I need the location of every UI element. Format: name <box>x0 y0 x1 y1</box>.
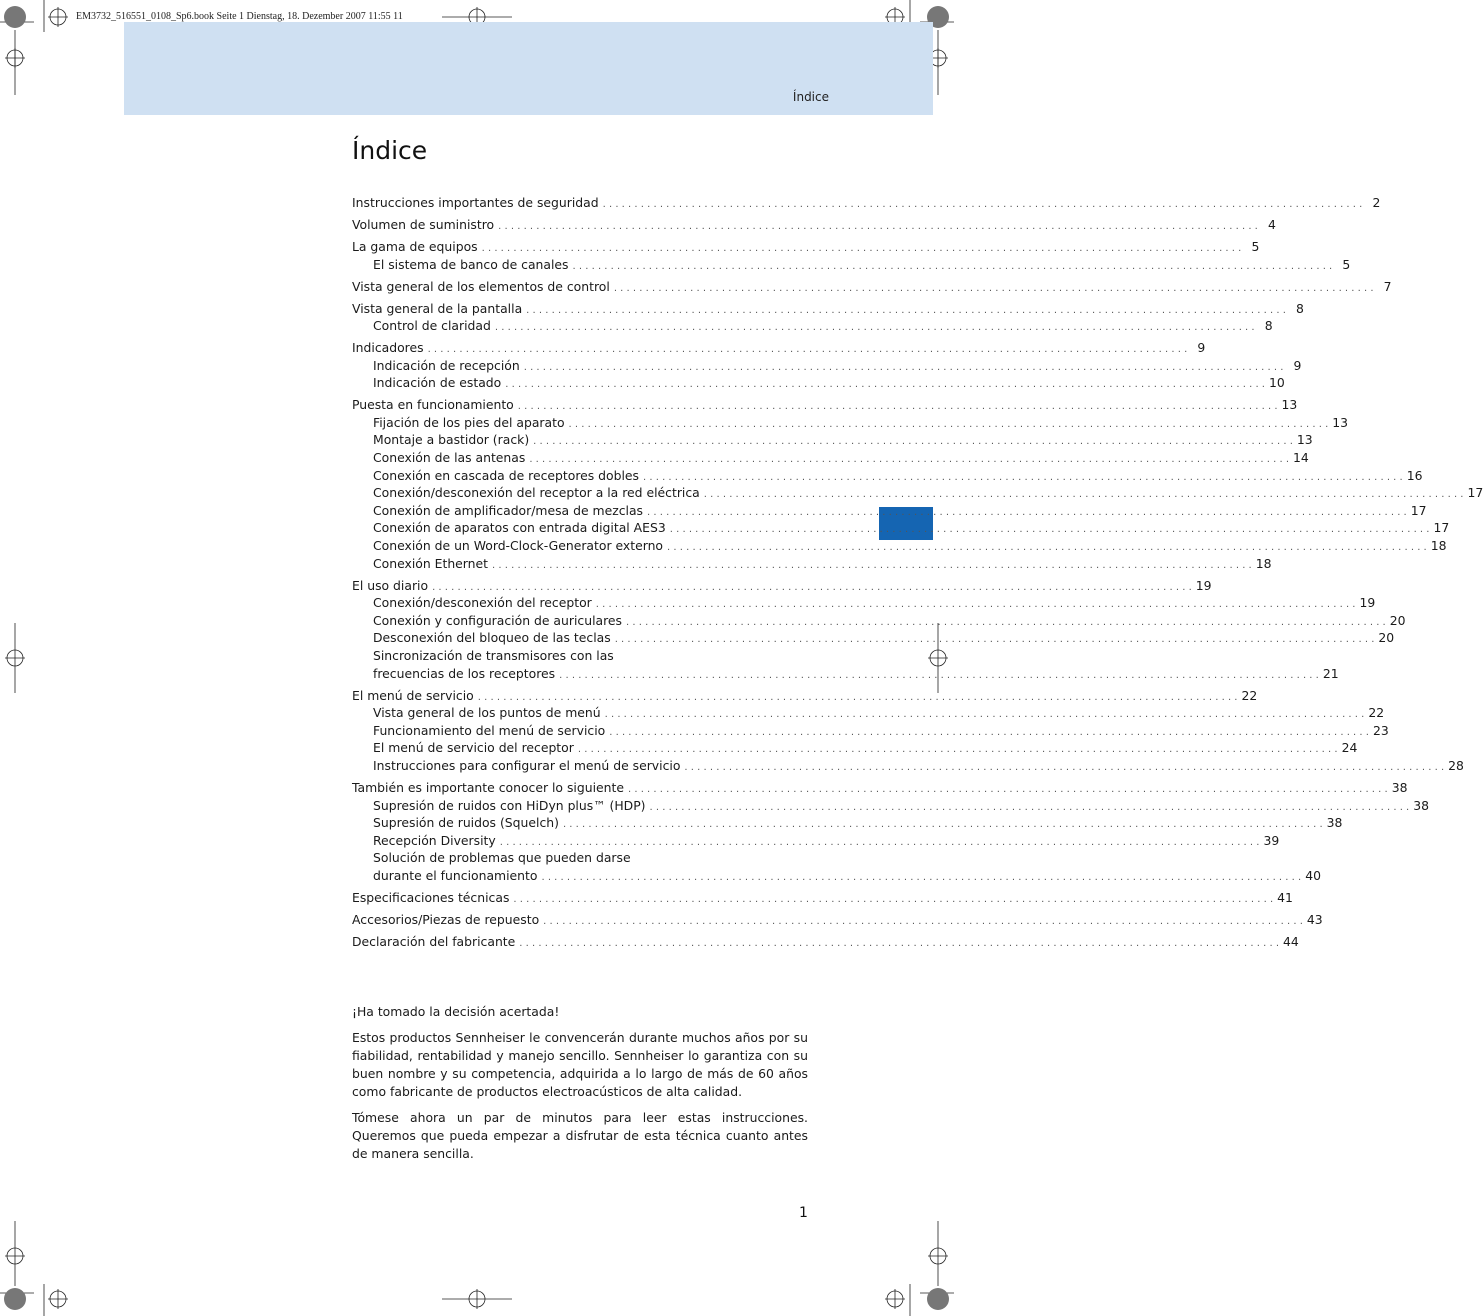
toc-entry-title: Conexión/desconexión del receptor <box>373 595 592 611</box>
toc-entry[interactable] <box>352 555 1272 573</box>
toc-entry-page: 18 <box>1255 555 1272 571</box>
toc-leader-dots: . . . . . . . . . . . . . . . . . . . . . . . . . . . . . . . . . . . . . . . . . . . . . . . . . . . . . . . . . . . . . . . . . . . . . . . . . . . . . . . . . . . . . . . . . . . . . . . . . . . . . . . . . . . . . . . . . . . . . . . . <box>613 282 1374 294</box>
toc-entry-title: El menú de servicio del receptor <box>373 740 574 756</box>
toc-leader-dots: . . . . . . . . . . . . . . . . . . . . . . . . . . . . . . . . . . . . . . . . . . . . . . . . . . . . . . . . . . . . . . . . . . . . . . . . . . . . . . . . . . . . . . . . . . . . . . . . . . . . . . . . . . . . . . . . . . . . . . . . <box>602 199 1363 210</box>
toc-entry[interactable] <box>352 577 1212 595</box>
toc-entry-page: 40 <box>1305 867 1321 883</box>
toc-entry[interactable] <box>352 519 1450 537</box>
toc-leader-dots: . . . . . . . . . . . . . . . . . . . . . . . . . . . . . . . . . . . . . . . . . . . . . . . . . . . . . . . . . . . . . . . . . . . . . . . . . . . . . . . . . . . . . . . . . . . . . . . . . . . . . . . . . . . . . . . . . . . . . . . . <box>627 783 1388 795</box>
toc-entry-title: Supresión de ruidos con HiDyn plus™ (HDP) <box>373 797 646 813</box>
toc-leader-dots: . . . . . . . . . . . . . . . . . . . . . . . . . . . . . . . . . . . . . . . . . . . . . . . . . . . . . . . . . . . . . . . . . . . . . . . . . . . . . . . . . . . . . . . . . . . . . . . . . . . . . . . . . . . . . . . . . . . . . . . . <box>562 819 1323 831</box>
toc-entry[interactable] <box>352 911 1323 929</box>
toc-entry-title: Conexión de amplificador/mesa de mezclas <box>373 502 644 518</box>
page-title: Índice <box>352 136 428 165</box>
toc-leader-dots: . . . . . . . . . . . . . . . . . . . . . . . . . . . . . . . . . . . . . . . . . . . . . . . . . . . . . . . . . . . . . . . . . . . . . . . . . . . . . . . . . . . . . . . . . . . . . . . . . . . . . . . . . . . . . . . . . . . . . . . . <box>427 344 1188 356</box>
toc-entry[interactable] <box>352 594 1376 612</box>
toc-entry-title: Recepción Diversity <box>373 832 496 848</box>
toc-entry[interactable] <box>352 629 1395 647</box>
toc-entry-page: 8 <box>1296 300 1304 316</box>
toc-entry-title: Conexión Ethernet <box>373 555 489 571</box>
toc-leader-dots: . . . . . . . . . . . . . . . . . . . . . . . . . . . . . . . . . . . . . . . . . . . . . . . . . . . . . . . . . . . . . . . . . . . . . . . . . . . . . . . . . . . . . . . . . . . . . . . . . . . . . . . . . . . . . . . . . . . . . . . . <box>481 242 1242 254</box>
toc-entry-title: Conexión de un Word-Clock-Generator externo <box>373 538 664 554</box>
toc-entry-title: Vista general de los puntos de menú <box>373 705 601 721</box>
toc-entry-page: 17 <box>1410 502 1427 518</box>
toc-entry-page: 5 <box>1251 238 1260 254</box>
toc-entry-title: El uso diario <box>352 577 429 593</box>
toc-entry[interactable] <box>352 797 1430 815</box>
toc-leader-dots: . . . . . . . . . . . . . . . . . . . . . . . . . . . . . . . . . . . . . . . . . . . . . . . . . . . . . . . . . . . . . . . . . . . . . . . . . . . . . . . . . . . . . . . . . . . . . . . . . . . . . . . . . . . . . . . . . . . . . . . . <box>667 542 1427 554</box>
toc-entry-title: Declaración del fabricante <box>352 933 516 949</box>
toc-entry-title: También es importante conocer lo siguiente <box>352 779 624 795</box>
toc-entry[interactable] <box>352 867 1321 885</box>
toc-entry-title: Volumen de suministro <box>352 216 495 232</box>
toc-entry-page: 19 <box>1195 577 1212 593</box>
toc-entry-title: La gama de equipos <box>352 238 478 254</box>
toc-leader-dots: . . . . . . . . . . . . . . . . . . . . . . . . . . . . . . . . . . . . . . . . . . . . . . . . . . . . . . . . . . . . . . . . . . . . . . . . . . . . . . . . . . . . . . . . . . . . . . . . . . . . . . . . . . . . . . . . . . . . . . . . <box>494 322 1255 334</box>
toc-leader-dots: . . . . . . . . . . . . . . . . . . . . . . . . . . . . . . . . . . . . . . . . . . . . . . . . . . . . . . . . . . . . . . . . . . . . . . . . . . . . . . . . . . . . . . . . . . . . . . . . . . . . . . . . . . . . . . . . . . . . . . . . <box>498 220 1258 232</box>
toc-entry-title: Sincronización de transmisores con las <box>373 647 614 663</box>
toc-entry-page: 8 <box>1264 318 1273 334</box>
toc-entry-page: 13 <box>1281 397 1298 413</box>
toc-leader-dots: . . . . . . . . . . . . . . . . . . . . . . . . . . . . . . . . . . . . . . . . . . . . . . . . . . . . . . . . . . . . . . . . . . . . . . . . . . . . . . . . . . . . . . . . . . . . . . . . . . . . . . . . . . . . . . . . . . . . . . . . <box>526 304 1286 316</box>
toc-entry-page: 21 <box>1322 665 1339 681</box>
toc-entry-page: 38 <box>1391 779 1408 795</box>
toc-entry[interactable] <box>352 357 1302 375</box>
toc-entry[interactable] <box>352 665 1339 683</box>
toc-entry[interactable] <box>352 849 808 867</box>
toc-entry-title: Vista general de los elementos de control <box>352 278 610 294</box>
toc-entry-page: 4 <box>1267 216 1276 232</box>
toc-leader-dots: . . . . . . . . . . . . . . . . . . . . . . . . . . . . . . . . . . . . . . . . . . . . . . . . . . . . . . . . . . . . . . . . . . . . . . . . . . . . . . . . . . . . . . . . . . . . . . . . . . . . . . . . . . . . . . . . . . . . . . . . <box>505 379 1265 391</box>
toc-entry-page: 16 <box>1406 467 1423 483</box>
toc-entry-title: Conexión/desconexión del receptor a la red eléctrica <box>373 485 700 501</box>
toc-entry-title: Conexión y configuración de auriculares <box>373 612 623 628</box>
toc-entry-title: durante el funcionamiento <box>373 867 538 883</box>
toc-leader-dots: . . . . . . . . . . . . . . . . . . . . . . . . . . . . . . . . . . . . . . . . . . . . . . . . . . . . . . . . . . . . . . . . . . . . . . . . . . . . . . . . . . . . . . . . . . . . . . . . . . . . . . . . . . . . . . . . . . . . . . . . <box>499 836 1260 848</box>
toc-entry-page: 13 <box>1296 432 1313 448</box>
toc-entry[interactable] <box>352 431 1313 449</box>
toc-entry[interactable] <box>352 502 1427 520</box>
toc-entry-page: 13 <box>1332 414 1349 430</box>
toc-leader-dots: . . . . . . . . . . . . . . . . . . . . . . . . . . . . . . . . . . . . . . . . . . . . . . . . . . . . . . . . . . . . . . . . . . . . . . . . . . . . . . . . . . . . . . . . . . . . . . . . . . . . . . . . . . . . . . . . . . . . . . . . <box>543 915 1303 927</box>
toc-entry[interactable] <box>352 779 1408 797</box>
print-slug: EM3732_516551_0108_Sp6.book Seite 1 Dienstag, 18. Dezember 2007 11:55 11 <box>76 11 403 22</box>
toc-entry[interactable] <box>352 537 1447 555</box>
toc-leader-dots: . . . . . . . . . . . . . . . . . . . . . . . . . . . . . . . . . . . . . . . . . . . . . . . . . . . . . . . . . . . . . . . . . . . . . . . . . . . . . . . . . . . . . . . . . . . . . . . . . . . . . . . . . . . . . . . . . . . . . . . . <box>614 634 1375 646</box>
toc-entry-title: Conexión de aparatos con entrada digital AES3 <box>373 520 666 536</box>
toc-entry[interactable] <box>352 687 1258 705</box>
toc-entry[interactable] <box>352 194 1381 212</box>
toc-entry-title: Instrucciones importantes de seguridad <box>352 195 599 210</box>
toc-entry-title: Funcionamiento del menú de servicio <box>373 722 606 738</box>
toc-entry-title: Vista general de la pantalla <box>352 300 523 316</box>
toc-entry-title: Puesta en funcionamiento <box>352 397 514 413</box>
toc-entry-page: 41 <box>1277 889 1293 905</box>
toc-leader-dots: . . . . . . . . . . . . . . . . . . . . . . . . . . . . . . . . . . . . . . . . . . . . . . . . . . . . . . . . . . . . . . . . . . . . . . . . . . . . . . . . . . . . . . . . . . . . . . . . . . . . . . . . . . . . . . . . . . . . . . . . <box>519 937 1280 949</box>
toc-entry-page: 10 <box>1268 375 1285 391</box>
toc-entry-page: 24 <box>1341 740 1358 756</box>
toc-entry-page: 39 <box>1263 832 1280 848</box>
toc-entry-page: 20 <box>1378 630 1395 646</box>
toc-entry-title: Indicadores <box>352 340 424 356</box>
toc-entry-title: Desconexión del bloqueo de las teclas <box>373 630 611 646</box>
toc-entry-title: El sistema de banco de canales <box>373 256 569 272</box>
toc-entry-page: 23 <box>1372 722 1389 738</box>
toc-entry[interactable] <box>352 757 1464 775</box>
toc-entry-title: Fijación de los pies del aparato <box>373 414 565 430</box>
toc-entry-page: 7 <box>1383 278 1392 294</box>
toc-entry[interactable] <box>352 722 1389 740</box>
toc-leader-dots: . . . . . . . . . . . . . . . . . . . . . . . . . . . . . . . . . . . . . . . . . . . . . . . . . . . . . . . . . . . . . . . . . . . . . . . . . . . . . . . . . . . . . . . . . . . . . . . . . . . . . . . . . . . . . . . . . . . . . . . . <box>572 260 1333 272</box>
toc-entry-title: frecuencias de los receptores <box>373 665 556 681</box>
intro-paragraph: Tómese ahora un par de minutos para leer estas instrucciones. Queremos que pueda empezar a disfrutar de esta técnica cuanto antes de manera sencilla. <box>352 1109 808 1161</box>
toc-entry[interactable] <box>352 317 1273 335</box>
toc-entry-page: 22 <box>1368 705 1385 721</box>
intro-paragraph: Estos productos Sennheiser le convencerán durante muchos años por su fiabilidad, rentabilidad y manejo sencillo. Sennheiser lo garantiza con su buen nombre y su competencia, adquirida a lo largo de más de 60 años como fabricante de productos electroacústicos de alta calidad. <box>352 1030 808 1099</box>
toc-leader-dots: . . . . . . . . . . . . . . . . . . . . . . . . . . . . . . . . . . . . . . . . . . . . . . . . . . . . . . . . . . . . . . . . . . . . . . . . . . . . . . . . . . . . . . . . . . . . . . . . . . . . . . . . . . . . . . . . . . . . . . . . <box>604 709 1365 721</box>
toc-entry[interactable] <box>352 647 808 665</box>
intro-paragraph: ¡Ha tomado la decisión acertada! <box>352 1004 560 1019</box>
toc-entry[interactable] <box>352 832 1280 850</box>
toc-leader-dots: . . . . . . . . . . . . . . . . . . . . . . . . . . . . . . . . . . . . . . . . . . . . . . . . . . . . . . . . . . . . . . . . . . . . . . . . . . . . . . . . . . . . . . . . . . . . . . . . . . . . . . . . . . . . . . . . . . . . . . . . <box>492 559 1252 571</box>
toc-entry[interactable] <box>352 216 1276 234</box>
toc-leader-dots: . . . . . . . . . . . . . . . . . . . . . . . . . . . . . . . . . . . . . . . . . . . . . . . . . . . . . . . . . . . . . . . . . . . . . . . . . . . . . . . . . . . . . . . . . . . . . . . . . . . . . . . . . . . . . . . . . . . . . . . . <box>432 581 1192 593</box>
toc-entry-page: 38 <box>1326 815 1343 831</box>
toc-entry-title: Montaje a bastidor (rack) <box>373 432 530 448</box>
toc-leader-dots: . . . . . . . . . . . . . . . . . . . . . . . . . . . . . . . . . . . . . . . . . . . . . . . . . . . . . . . . . . . . . . . . . . . . . . . . . . . . . . . . . . . . . . . . . . . . . . . . . . . . . . . . . . . . . . . . . . . . . . . . <box>684 761 1445 773</box>
toc-entry-page: 9 <box>1293 357 1302 373</box>
toc-entry[interactable] <box>352 449 1309 467</box>
toc-entry-page: 5 <box>1342 256 1351 272</box>
toc-entry-title: Accesorios/Piezas de repuesto <box>352 911 540 927</box>
toc-entry-title: El menú de servicio <box>352 687 474 703</box>
toc-entry[interactable] <box>352 704 1385 722</box>
table-of-contents <box>352 194 1483 950</box>
toc-leader-dots: . . . . . . . . . . . . . . . . . . . . . . . . . . . . . . . . . . . . . . . . . . . . . . . . . . . . . . . . . . . . . . . . . . . . . . . . . . . . . . . . . . . . . . . . . . . . . . . . . . . . . . . . . . . . . . . . . . . . . . . . <box>559 669 1319 681</box>
toc-entry[interactable] <box>352 414 1349 432</box>
toc-entry-page: 22 <box>1241 687 1258 703</box>
toc-leader-dots: . . . . . . . . . . . . . . . . . . . . . . . . . . . . . . . . . . . . . . . . . . . . . . . . . . . . . . . . . . . . . . . . . . . . . . . . . . . . . . . . . . . . . . . . . . . . . . . . . . . . . . . . . . . . . . . . . . . . . . . . <box>533 436 1293 448</box>
intro-text <box>352 1003 808 1171</box>
toc-entry-title: Supresión de ruidos (Squelch) <box>373 815 559 831</box>
toc-entry-page: 2 <box>1372 195 1381 210</box>
toc-entry[interactable] <box>352 467 1423 485</box>
toc-entry-title: Conexión de las antenas <box>373 450 526 466</box>
toc-entry[interactable] <box>352 256 1351 274</box>
toc-leader-dots: . . . . . . . . . . . . . . . . . . . . . . . . . . . . . . . . . . . . . . . . . . . . . . . . . . . . . . . . . . . . . . . . . . . . . . . . . . . . . . . . . . . . . . . . . . . . . . . . . . . . . . . . . . . . . . . . . . . . . . . . <box>568 418 1329 430</box>
running-header: Índice <box>792 90 829 104</box>
toc-leader-dots: . . . . . . . . . . . . . . . . . . . . . . . . . . . . . . . . . . . . . . . . . . . . . . . . . . . . . . . . . . . . . . . . . . . . . . . . . . . . . . . . . . . . . . . . . . . . . . . . . . . . . . . . . . . . . . . . . . . . . . . . <box>609 726 1369 738</box>
toc-entry[interactable] <box>352 933 1299 951</box>
toc-entry[interactable] <box>352 238 1260 256</box>
toc-entry-title: Especificaciones técnicas <box>352 889 510 905</box>
toc-entry[interactable] <box>352 612 1406 630</box>
toc-leader-dots: . . . . . . . . . . . . . . . . . . . . . . . . . . . . . . . . . . . . . . . . . . . . . . . . . . . . . . . . . . . . . . . . . . . . . . . . . . . . . . . . . . . . . . . . . . . . . . . . . . . . . . . . . . . . . . . . . . . . . . . . <box>523 361 1284 373</box>
toc-leader-dots: . . . . . . . . . . . . . . . . . . . . . . . . . . . . . . . . . . . . . . . . . . . . . . . . . . . . . . . . . . . . . . . . . . . . . . . . . . . . . . . . . . . . . . . . . . . . . . . . . . . . . . . . . . . . . . . . . . . . . . . . <box>649 801 1410 813</box>
toc-entry[interactable] <box>352 278 1392 296</box>
toc-entry[interactable] <box>352 374 1285 392</box>
toc-leader-dots: . . . . . . . . . . . . . . . . . . . . . . . . . . . . . . . . . . . . . . . . . . . . . . . . . . . . . . . . . . . . . . . . . . . . . . . . . . . . . . . . . . . . . . . . . . . . . . . . . . . . . . . . . . . . . . . . . . . . . . . . <box>703 489 1464 501</box>
page-number: 1 <box>799 1205 808 1221</box>
toc-leader-dots: . . . . . . . . . . . . . . . . . . . . . . . . . . . . . . . . . . . . . . . . . . . . . . . . . . . . . . . . . . . . . . . . . . . . . . . . . . . . . . . . . . . . . . . . . . . . . . . . . . . . . . . . . . . . . . . . . . . . . . . . <box>529 454 1290 466</box>
toc-entry-title: Solución de problemas que pueden darse <box>373 850 631 866</box>
toc-entry-page: 28 <box>1448 757 1464 773</box>
toc-entry[interactable] <box>352 396 1298 414</box>
toc-entry-page: 19 <box>1359 595 1376 611</box>
toc-entry[interactable] <box>352 814 1343 832</box>
toc-leader-dots: . . . . . . . . . . . . . . . . . . . . . . . . . . . . . . . . . . . . . . . . . . . . . . . . . . . . . . . . . . . . . . . . . . . . . . . . . . . . . . . . . . . . . . . . . . . . . . . . . . . . . . . . . . . . . . . . . . . . . . . . <box>477 691 1238 703</box>
toc-entry-page: 17 <box>1433 520 1450 536</box>
toc-entry-page: 18 <box>1430 538 1447 554</box>
toc-entry-title: Indicación de recepción <box>373 357 520 373</box>
toc-entry-page: 43 <box>1306 911 1323 927</box>
toc-entry-title: Conexión en cascada de receptores dobles <box>373 467 639 483</box>
toc-leader-dots: . . . . . . . . . . . . . . . . . . . . . . . . . . . . . . . . . . . . . . . . . . . . . . . . . . . . . . . . . . . . . . . . . . . . . . . . . . . . . . . . . . . . . . . . . . . . . . . . . . . . . . . . . . . . . . . . . . . . . . . . <box>577 744 1338 756</box>
toc-leader-dots: . . . . . . . . . . . . . . . . . . . . . . . . . . . . . . . . . . . . . . . . . . . . . . . . . . . . . . . . . . . . . . . . . . . . . . . . . . . . . . . . . . . . . . . . . . . . . . . . . . . . . . . . . . . . . . . . . . . . . . . . <box>626 616 1386 628</box>
toc-entry[interactable] <box>352 739 1358 757</box>
toc-entry-page: 17 <box>1467 485 1483 501</box>
toc-entry[interactable] <box>352 484 1483 502</box>
toc-leader-dots: . . . . . . . . . . . . . . . . . . . . . . . . . . . . . . . . . . . . . . . . . . . . . . . . . . . . . . . . . . . . . . . . . . . . . . . . . . . . . . . . . . . . . . . . . . . . . . . . . . . . . . . . . . . . . . . . . . . . . . . . <box>513 893 1274 905</box>
toc-entry-page: 38 <box>1413 797 1430 813</box>
toc-leader-dots: . . . . . . . . . . . . . . . . . . . . . . . . . . . . . . . . . . . . . . . . . . . . . . . . . . . . . . . . . . . . . . . . . . . . . . . . . . . . . . . . . . . . . . . . . . . . . . . . . . . . . . . . . . . . . . . . . . . . . . . . <box>669 524 1430 536</box>
toc-entry-title: Indicación de estado <box>373 375 502 391</box>
toc-entry-title: Instrucciones para configurar el menú de servicio <box>373 757 681 773</box>
toc-entry-page: 9 <box>1197 340 1206 356</box>
toc-entry[interactable] <box>352 889 1293 907</box>
toc-entry-page: 20 <box>1389 612 1406 628</box>
toc-entry[interactable] <box>352 339 1206 357</box>
toc-entry[interactable] <box>352 300 1304 318</box>
toc-leader-dots: . . . . . . . . . . . . . . . . . . . . . . . . . . . . . . . . . . . . . . . . . . . . . . . . . . . . . . . . . . . . . . . . . . . . . . . . . . . . . . . . . . . . . . . . . . . . . . . . . . . . . . . . . . . . . . . . . . . . . . . . <box>643 471 1403 483</box>
toc-entry-page: 44 <box>1283 933 1299 949</box>
toc-leader-dots: . . . . . . . . . . . . . . . . . . . . . . . . . . . . . . . . . . . . . . . . . . . . . . . . . . . . . . . . . . . . . . . . . . . . . . . . . . . . . . . . . . . . . . . . . . . . . . . . . . . . . . . . . . . . . . . . . . . . . . . . <box>541 871 1302 883</box>
toc-leader-dots: . . . . . . . . . . . . . . . . . . . . . . . . . . . . . . . . . . . . . . . . . . . . . . . . . . . . . . . . . . . . . . . . . . . . . . . . . . . . . . . . . . . . . . . . . . . . . . . . . . . . . . . . . . . . . . . . . . . . . . . . <box>517 401 1278 413</box>
toc-entry-title: Control de claridad <box>373 318 491 334</box>
toc-leader-dots: . . . . . . . . . . . . . . . . . . . . . . . . . . . . . . . . . . . . . . . . . . . . . . . . . . . . . . . . . . . . . . . . . . . . . . . . . . . . . . . . . . . . . . . . . . . . . . . . . . . . . . . . . . . . . . . . . . . . . . . . <box>647 506 1407 518</box>
toc-entry-page: 14 <box>1293 450 1309 466</box>
toc-leader-dots: . . . . . . . . . . . . . . . . . . . . . . . . . . . . . . . . . . . . . . . . . . . . . . . . . . . . . . . . . . . . . . . . . . . . . . . . . . . . . . . . . . . . . . . . . . . . . . . . . . . . . . . . . . . . . . . . . . . . . . . . <box>595 599 1356 611</box>
